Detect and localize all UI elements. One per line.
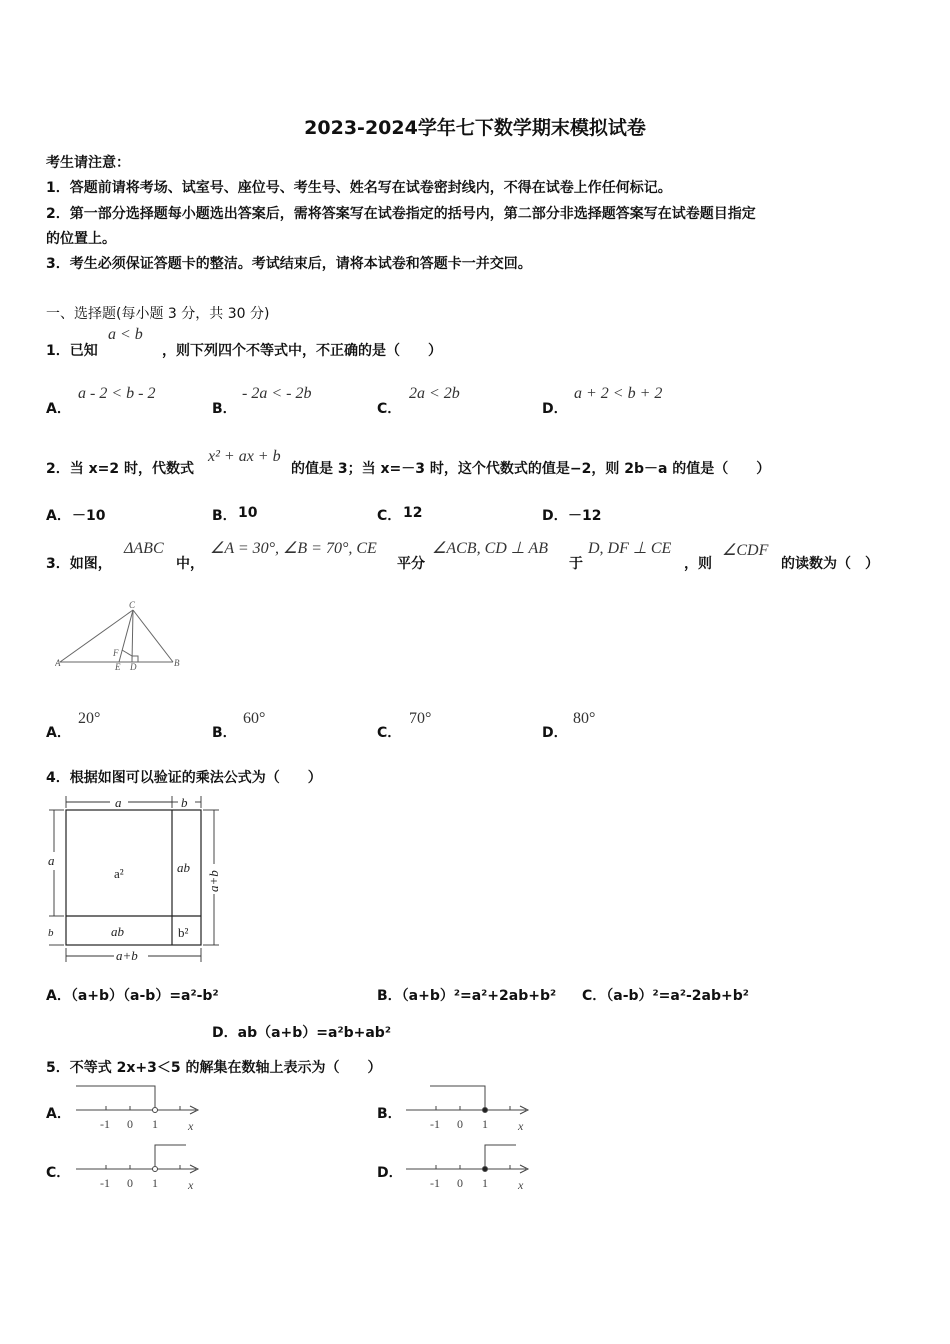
notice-line-2a: 2．第一部分选择题每小题选出答案后，需将答案写在试卷指定的括号内，第二部分非选择题答案写在试卷题目指定 [46,206,756,222]
q5-number-line-d [402,1141,537,1197]
q2-option-d-value: －12 [568,508,602,524]
fig-label-d: D [130,662,137,672]
label-a-left: a [48,853,55,868]
q2-stem: 的值是 3；当 x=－3 时，这个代数式的值是−2，则 2b－a 的值是（ ） [291,461,771,477]
axis-label: x [188,1178,194,1192]
q1-option-d-label: D． [542,401,568,417]
fig-label-c: C [129,600,136,610]
q5-number-line-b [402,1082,537,1138]
axis-label: x [518,1178,524,1192]
q2-option-c-value: 12 [403,505,423,521]
q4-stem: 4．根据如图可以验证的乘法公式为（ ） [46,770,322,786]
q3-option-b-value: 60° [243,710,266,727]
tick-label: 1 [482,1176,488,1190]
fig-label-e: E [115,662,121,672]
q5-option-c-label: C． [46,1165,71,1181]
axis-label: x [518,1119,524,1133]
tick-label: 0 [127,1117,133,1131]
q4-option-c: C．（a-b）²=a²-2ab+b² [582,988,749,1004]
q3-angles: ∠A = 30°, ∠B = 70°, CE [210,540,377,557]
q3-triangle: ΔABC [124,540,164,557]
q1-option-b-value: - 2a < - 2b [242,385,312,402]
q2-option-d-label: D． [542,508,568,524]
tick-label: -1 [100,1176,110,1190]
q3-text-3: 于 [569,556,583,572]
q3-asked-angle: ∠CDF [722,542,769,559]
q4-option-d: D．ab（a+b）=a²b+ab² [212,1025,391,1041]
axis-label: x [188,1119,194,1133]
q3-prefix: 3．如图， [46,556,112,572]
q3-text-2: 平分 [397,556,425,572]
q2-option-c-label: C． [377,508,402,524]
q3-option-b-label: B． [212,725,237,741]
q1-option-a-label: A． [46,401,71,417]
q3-text-4: ，则 [684,556,712,572]
q5-option-a-label: A． [46,1106,71,1122]
page-title: 2023-2024学年七下数学期末模拟试卷 [304,117,646,139]
q1-option-c-value: 2a < 2b [409,385,460,402]
tick-label: 1 [482,1117,488,1131]
q1-option-b-label: B． [212,401,237,417]
q3-option-c-label: C． [377,725,402,741]
q3-option-d-label: D． [542,725,568,741]
q1-option-d-value: a + 2 < b + 2 [574,385,663,402]
label-ab-right: ab [177,860,190,875]
q3-option-d-value: 80° [573,710,596,727]
q2-option-a-label: A． [46,508,71,524]
label-b-left: b [48,927,54,939]
q3-perpendicular: D, DF ⊥ CE [588,540,672,557]
label-b-squared: b² [178,925,189,940]
q5-number-line-c [72,1141,207,1197]
q5-number-line-a [72,1082,207,1138]
tick-label: -1 [100,1117,110,1131]
notice-line-2b: 的位置上。 [46,231,116,247]
q3-option-a-value: 20° [78,710,101,727]
q2-prefix: 2．当 x=2 时，代数式 [46,461,194,477]
tick-label: -1 [430,1176,440,1190]
q3-bisector: ∠ACB, CD ⊥ AB [432,540,548,557]
q2-expression: x² + ax + b [208,448,281,465]
fig-label-b: B [174,658,180,668]
q3-option-a-label: A． [46,725,71,741]
q2-option-b-value: 10 [238,505,258,521]
q2-option-b-label: B． [212,508,237,524]
tick-label: -1 [430,1117,440,1131]
label-a-squared: a² [114,866,124,881]
q3-text-5: 的读数为（ ） [781,556,879,572]
tick-label: 0 [127,1176,133,1190]
q4-option-b: B．（a+b）²=a²+2ab+b² [377,988,557,1004]
tick-label: 1 [152,1117,158,1131]
notice-heading: 考生请注意： [46,155,130,171]
q1-condition: a < b [108,326,143,343]
notice-line-1: 1．答题前请将考场、试室号、座位号、考生号、姓名写在试卷密封线内，不得在试卷上作任何标记。 [46,180,672,196]
label-a-plus-b-right: a+b [206,870,221,892]
q1-option-a-value: a - 2 < b - 2 [78,385,156,402]
q5-option-b-label: B． [377,1106,402,1122]
q4-option-a: A．（a+b）（a-b）=a²-b² [46,988,219,1004]
fig-label-a: A [55,658,61,668]
label-a-plus-b-bottom: a+b [116,948,138,963]
label-a-top: a [115,795,122,810]
label-ab-bottom: ab [111,924,124,939]
q2-option-a-value: －10 [72,508,106,524]
section-heading: 一、选择题(每小题 3 分，共 30 分) [46,306,270,322]
q1-stem: ，则下列四个不等式中，不正确的是（ ） [162,343,442,359]
tick-label: 0 [457,1117,463,1131]
label-b-top: b [181,795,188,810]
fig-label-f: F [113,648,119,658]
tick-label: 1 [152,1176,158,1190]
q3-option-c-value: 70° [409,710,432,727]
q5-option-d-label: D． [377,1165,403,1181]
tick-label: 0 [457,1176,463,1190]
notice-line-3: 3．考生必须保证答题卡的整洁。考试结束后，请将本试卷和答题卡一并交回。 [46,256,532,272]
q4-square-figure [44,792,224,964]
q1-prefix: 1．已知 [46,343,98,359]
q5-stem: 5．不等式 2x+3＜5 的解集在数轴上表示为（ ） [46,1060,382,1076]
q1-option-c-label: C． [377,401,402,417]
q3-triangle-figure [55,600,190,675]
q3-text-1: 中， [176,556,204,572]
